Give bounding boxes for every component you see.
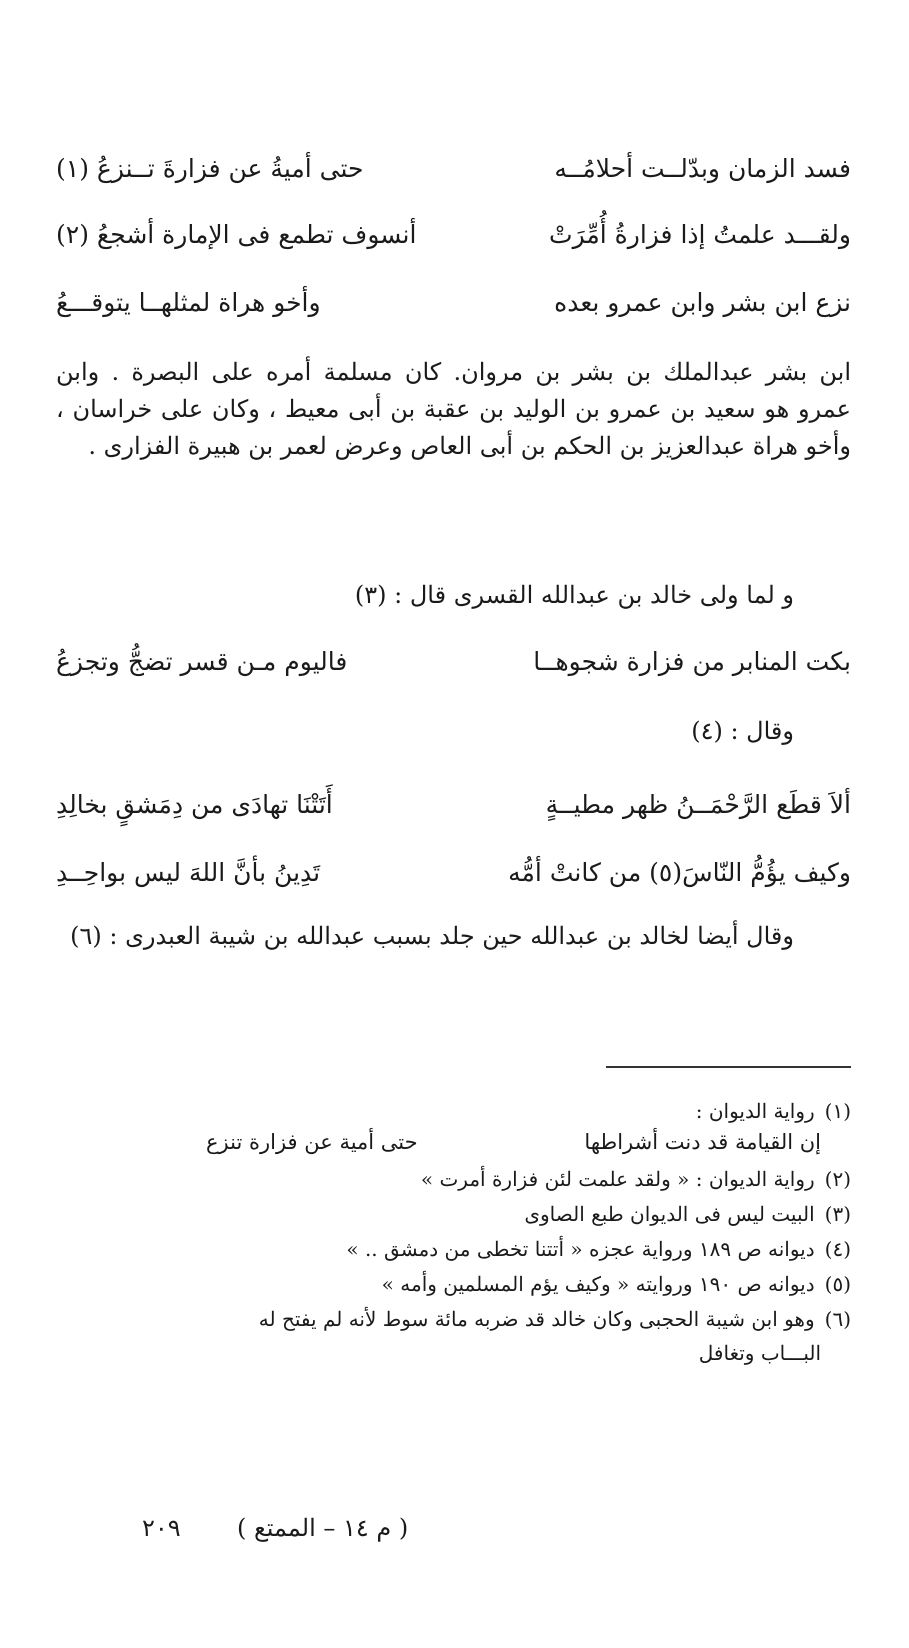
footnote-4 <box>51 1234 851 1264</box>
footnote-3 <box>51 1199 851 1229</box>
footnote-number: (٣) <box>824 1202 851 1226</box>
footnote-verse-second: حتى أمية عن فزارة تنزع <box>206 1130 418 1154</box>
verse-line <box>56 784 851 824</box>
footnote-2 <box>51 1164 851 1194</box>
footnote-text: ديوانه ص ١٨٩ ورواية عجزه « أتتنا تخطى من دمشق .. » <box>346 1237 815 1261</box>
footnote-1-verse <box>206 1126 821 1158</box>
footnote-text: ديوانه ص ١٩٠ وروايته « وكيف يؤم المسلمين وأمه » <box>381 1272 815 1296</box>
verse-second-hemistich: أَتَتْنَا تهادَى من دِمَشقٍ بخالِدِ <box>56 789 333 819</box>
verse-second-hemistich: حتى أميةُ عن فزارةَ تــنزعُ (١) <box>56 153 364 183</box>
verse-second-hemistich: أنسوف تطمع فى الإمارة أشجعُ (٢) <box>56 219 417 249</box>
verse-first-hemistich: فسد الزمان وبدّلــت أحلامُــه <box>554 153 851 183</box>
footnote-text: وهو ابن شيبة الحجبى وكان خالد قد ضربه مائة سوط لأنه لم يفتح له <box>258 1307 815 1331</box>
footnote-1 <box>51 1096 851 1126</box>
footnote-text: رواية الديوان : <box>695 1099 815 1123</box>
footnote-number: (٦) <box>824 1307 851 1331</box>
verse-line <box>56 852 851 892</box>
intro-qal: وقال : (٤) <box>691 717 794 745</box>
intro-last: وقال أيضا لخالد بن عبدالله حين جلد بسبب عبدالله بن شيبة العبدرى : (٦) <box>70 922 794 950</box>
footnote-number: (٥) <box>824 1272 851 1296</box>
verse-line <box>56 641 851 681</box>
footnote-divider <box>606 1066 851 1068</box>
verse-first-hemistich: نزع ابن بشر وابن عمرو بعده <box>554 287 851 317</box>
verse-first-hemistich: ألاَ قطَع الرَّحْمَــنُ ظهر مطيــةٍ <box>545 789 851 819</box>
page-number: ٢٠٩ <box>142 1514 181 1542</box>
verse-first-hemistich: ولقـــد علمتُ إذا فزارةُ أُمِّرَتْ <box>549 219 851 249</box>
verse-line <box>56 148 851 188</box>
footnote-5 <box>51 1269 851 1299</box>
verse-second-hemistich: فاليوم مـن قسر تضجُّ وتجزعُ <box>56 646 348 676</box>
verse-first-hemistich: وكيف يؤُمُّ النّاسَ(٥) من كانتْ أمُّه <box>508 857 851 887</box>
footnote-number: (٤) <box>824 1237 851 1261</box>
printer-signature: ( م ١٤ – الممتع ) <box>237 1514 409 1542</box>
footnote-number: (٢) <box>824 1167 851 1191</box>
footnote-6-continuation: البـــاب وتغافل <box>698 1341 821 1365</box>
verse-first-hemistich: بكت المنابر من فزارة شجوهــا <box>533 646 851 676</box>
footnote-number: (١) <box>824 1099 851 1123</box>
verse-line <box>56 214 851 254</box>
footnote-text: البيت ليس فى الديوان طبع الصاوى <box>524 1202 815 1226</box>
intro-khalid: و لما ولى خالد بن عبدالله القسرى قال : (٣) <box>354 581 794 609</box>
verse-line <box>56 282 851 322</box>
footnote-6 <box>51 1304 851 1334</box>
footnote-text: رواية الديوان : « ولقد علمت لئن فزارة أمرت » <box>420 1167 815 1191</box>
footnote-verse-first: إن القيامة قد دنت أشراطها <box>584 1130 821 1154</box>
commentary-paragraph: ابن بشر عبدالملك بن بشر بن مروان. كان مسلمة أمره على البصرة . وابن عمرو هو سعيد بن عمرو بن الوليد بن عقبة بن أبى معيط ، وكان على خراسان ، وأخو هراة عبدالعزيز بن الحكم بن أبى العاص وعرض لعمر بن هبيرة الفزارى . <box>56 358 852 460</box>
verse-second-hemistich: وأخو هراة لمثلهــا يتوقـــعُ <box>56 287 321 317</box>
verse-second-hemistich: تَدِينُ بأنَّ اللهَ ليس بواحِــدِ <box>56 857 321 887</box>
